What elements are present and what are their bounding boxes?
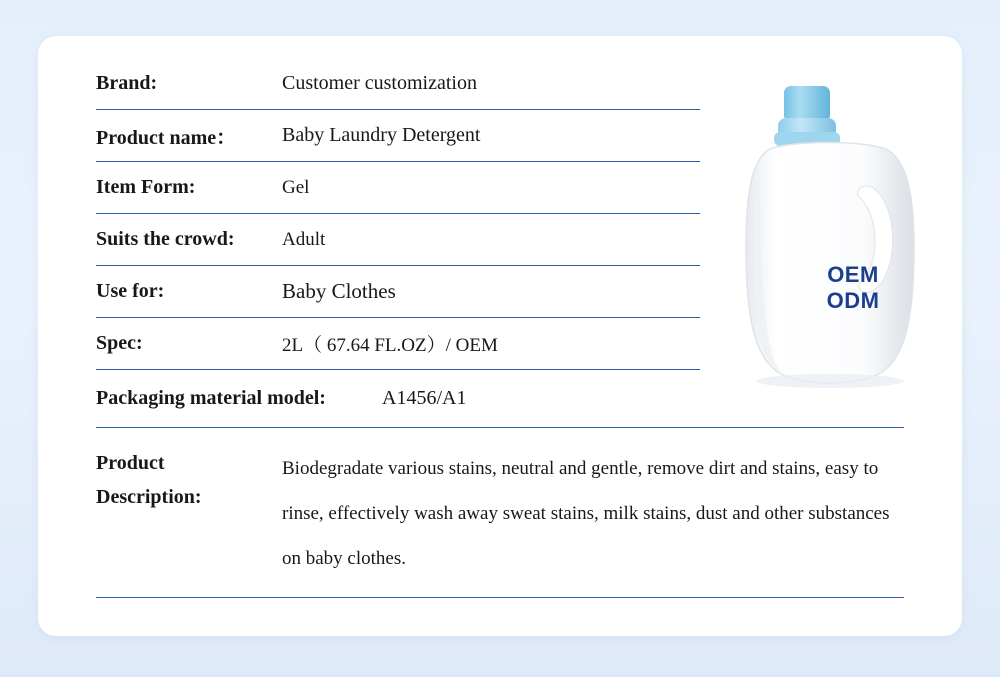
row-label-item-form: Item Form: — [96, 176, 196, 198]
row-label-brand: Brand: — [96, 72, 158, 94]
row-value-product-name: Baby Laundry Detergent — [282, 124, 481, 146]
table-row — [96, 266, 700, 318]
row-value-brand: Customer customization — [282, 72, 477, 94]
oem-odm-badge — [793, 262, 913, 314]
row-value-spec: 2L（ 67.64 FL.OZ）/ OEM — [282, 335, 498, 356]
badge-line-oem: OEM — [827, 262, 879, 287]
description-label-line2: Description: — [96, 486, 202, 508]
badge-line-odm: ODM — [826, 288, 880, 313]
row-label-use-for: Use for: — [96, 280, 165, 302]
row-value-use-for: Baby Clothes — [282, 279, 396, 303]
row-value-item-form: Gel — [282, 176, 310, 198]
spec-card — [38, 36, 962, 636]
row-value-packaging-material-model: A1456/A1 — [382, 387, 467, 409]
table-row — [96, 162, 700, 214]
row-label-spec: Spec: — [96, 332, 143, 354]
row-label-suits-the-crowd: Suits the crowd: — [96, 228, 235, 250]
description-text: Biodegradate various stains, neutral and gentle, remove dirt and stains, easy to rinse, effectively wash away sweat stains, milk stains, dust and other substances on baby clothes. — [282, 458, 890, 569]
row-label-packaging-material-model: Packaging material model: — [96, 387, 326, 409]
table-row — [96, 214, 700, 266]
description-label — [96, 446, 282, 581]
product-image — [738, 76, 948, 394]
detergent-bottle-icon — [738, 76, 948, 394]
table-row — [96, 318, 700, 370]
table-row — [96, 58, 700, 110]
description-row — [96, 428, 904, 598]
row-value-suits-the-crowd: Adult — [282, 228, 326, 250]
row-label-product-name: Product name： — [96, 127, 237, 149]
table-row — [96, 110, 700, 162]
description-label-line1: Product — [96, 452, 165, 474]
